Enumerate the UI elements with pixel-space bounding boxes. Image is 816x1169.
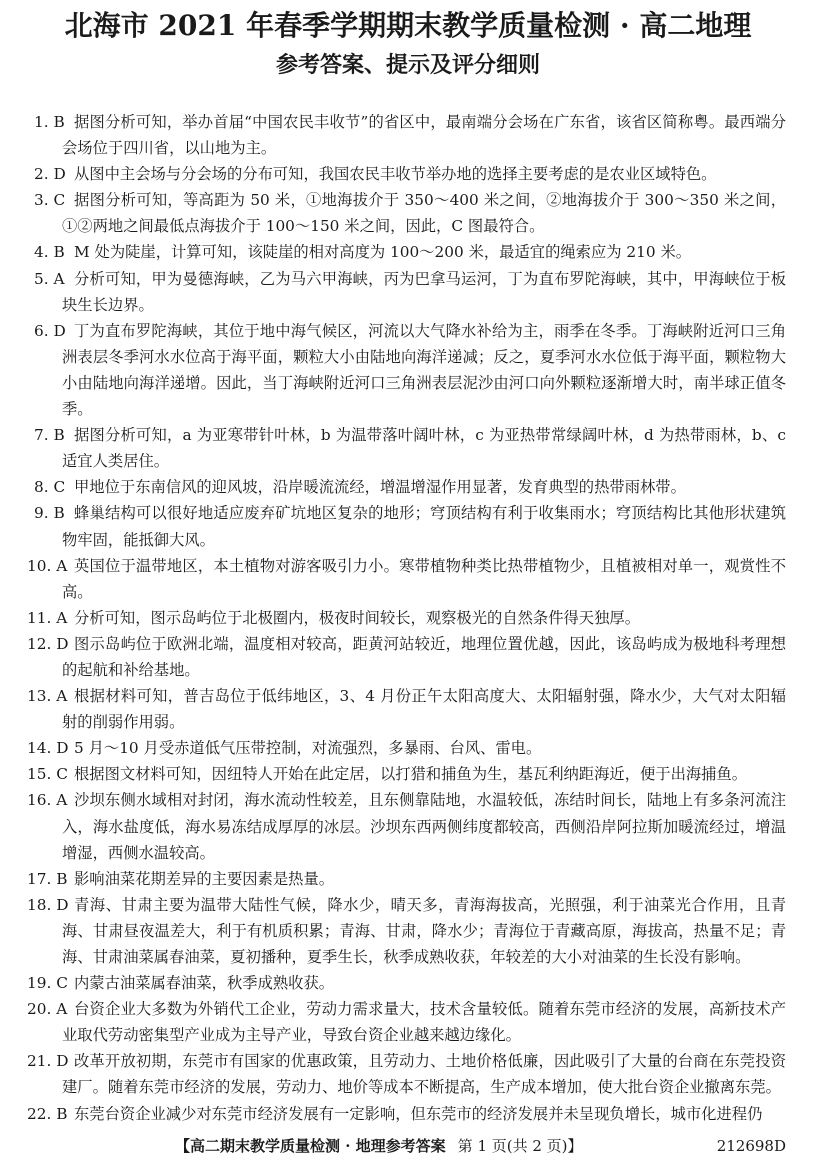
answer-item: [34, 500, 786, 552]
answer-number: 8. C: [34, 478, 66, 497]
answer-item: [34, 239, 786, 265]
answer-number: 10. A: [27, 556, 68, 575]
answer-item: [27, 683, 786, 735]
answer-item: [34, 318, 786, 422]
answer-item: [34, 422, 786, 474]
answer-item: [27, 787, 786, 865]
answer-item: [27, 1048, 786, 1100]
answer-explanation: 据图分析可知，等高距为 50 米，①地海拔介于 350～400 米之间，②地海拔介于 300～350 米之间，①②两地之间最低点海拔介于 100～150 米之间，因此，C 图最符合。: [62, 191, 786, 236]
answer-number: 19. C: [27, 974, 68, 993]
answer-item: [27, 892, 786, 970]
answer-number: 14. D: [27, 739, 69, 758]
answer-item: [27, 553, 786, 605]
answer-item: [27, 761, 786, 787]
answer-explanation: 根据图文材料可知，因纽特人开始在此定居，以打猎和捕鱼为生，基瓦利纳距海近，便于出海捕鱼。: [74, 765, 748, 784]
answer-item: [34, 474, 786, 500]
answer-number: 12. D: [27, 634, 69, 653]
answer-number: 21. D: [27, 1052, 69, 1071]
answer-number: 15. C: [27, 765, 68, 784]
answer-explanation: 根据材料可知，普吉岛位于低纬地区，3、4 月份正午太阳高度大、太阳辐射强，降水少，大气对太阳辐射的削弱作用弱。: [62, 687, 786, 732]
answer-explanation: 沙坝东侧水域相对封闭，海水流动性较差，且东侧靠陆地，水温较低，冻结时间长，陆地上有多条河流注入，海水盐度低，海水易冻结成厚厚的冰层。沙坝东西两侧纬度都较高，西侧沿岸阿拉斯加暖流经过，增温增湿，西侧水温较高。: [62, 791, 786, 862]
answer-item: [27, 970, 786, 996]
answer-explanation: 蜂巢结构可以很好地适应废弃矿坑地区复杂的地形；穹顶结构有利于收集雨水；穹顶结构比其他形状建筑物牢固，能抵御大风。: [62, 504, 786, 549]
answer-number: 17. B: [27, 869, 68, 888]
page-subtitle: 参考答案、提示及评分细则: [275, 52, 540, 78]
answer-item: [27, 1101, 786, 1127]
answer-number: 3. C: [34, 191, 66, 210]
answer-number: 5. A: [34, 269, 65, 288]
answer-explanation: 东莞台资企业减少对东莞市经济发展有一定影响，但东莞市的经济发展并未呈现负增长，城市化进程仍: [74, 1104, 763, 1123]
answer-number: 7. B: [34, 426, 65, 445]
answer-explanation: 内蒙古油菜属春油菜，秋季成熟收获。: [74, 974, 335, 993]
answer-explanation: 改革开放初期，东莞市有国家的优惠政策，且劳动力、土地价格低廉，因此吸引了大量的台商在东莞投资建厂。随着东莞市经济的发展，劳动力、地价等成本不断提高，生产成本增加，使大批台资企业撤离东莞。: [62, 1052, 786, 1097]
answer-explanation: 青海、甘肃主要为温带大陆性气候，降水少，晴天多，青海海拔高，光照强，利于油菜光合作用，且青海、甘肃昼夜温差大，利于有机质积累；青海、甘肃，降水少；青海位于青藏高原，海拔高，热量不足；青海、甘肃油菜属春油菜，夏初播种，夏季生长，秋季成熟收获，年较差的大小对油菜的生长没有影响。: [62, 895, 786, 966]
answer-explanation: 据图分析可知，举办首届“中国农民丰收节”的省区中，最南端分会场在广东省，该省区简称粤。最西端分会场位于四川省，以山地为主。: [62, 113, 786, 158]
answer-item: [27, 605, 786, 631]
answer-explanation: 据图分析可知，a 为亚寒带针叶林，b 为温带落叶阔叶林，c 为亚热带常绿阔叶林，d 为热带雨林，b、c 适宜人类居住。: [62, 426, 786, 471]
answer-item: [34, 109, 786, 161]
footer-label-group: [175, 1134, 583, 1158]
footer-code: 212698D: [716, 1137, 786, 1155]
answer-explanation: 甲地位于东南信风的迎风坡，沿岸暖流流经，增温增湿作用显著，发育典型的热带雨林带。: [74, 478, 686, 497]
answer-item: [34, 266, 786, 318]
answer-number: 1. B: [34, 113, 65, 131]
answer-item: [27, 735, 786, 761]
answer-number: 9. B: [34, 504, 65, 523]
answer-item: [27, 866, 786, 892]
answer-explanation: 分析可知，甲为曼德海峡，乙为马六甲海峡，丙为巴拿马运河，丁为直布罗陀海峡，其中，甲海峡位于板块生长边界。: [62, 269, 786, 314]
footer-label: 【高二期末教学质量检测 · 地理参考答案: [175, 1137, 446, 1155]
answer-number: 6. D: [34, 321, 66, 340]
answer-number: 22. B: [27, 1104, 68, 1123]
footer-page-number: 第 1 页(共 2 页)】: [457, 1137, 583, 1155]
answer-number: 11. A: [27, 608, 68, 627]
answer-explanation: 丁为直布罗陀海峡，其位于地中海气候区，河流以大气降水补给为主，雨季在冬季。丁海峡附近河口三角洲表层冬季河水水位高于海平面，颗粒大小由陆地向海洋递减；反之，夏季河水水位低于海平面，颗粒物大小由陆地向海洋递增。因此，当丁海峡附近河口三角洲表层泥沙由河口向外颗粒逐渐增大时，南半球正值冬季。: [62, 321, 786, 419]
answer-number: 16. A: [27, 791, 68, 810]
answer-number: 20. A: [27, 1000, 68, 1019]
answer-list: [27, 109, 786, 1127]
answer-explanation: 英国位于温带地区，本土植物对游客吸引力小。寒带植物种类比热带植物少，且植被相对单一，观赏性不高。: [62, 556, 786, 601]
answer-item: [27, 996, 786, 1048]
answer-item: [27, 631, 786, 683]
answer-explanation: 从图中主会场与分会场的分布可知，我国农民丰收节举办地的选择主要考虑的是农业区域特色。: [74, 165, 717, 184]
answer-explanation: 台资企业大多数为外销代工企业，劳动力需求量大，技术含量较低。随着东莞市经济的发展，高新技术产业取代劳动密集型产业成为主导产业，导致台资企业越来越边缘化。: [62, 1000, 786, 1045]
answer-explanation: 分析可知，图示岛屿位于北极圈内，极夜时间较长，观察极光的自然条件得天独厚。: [74, 608, 640, 627]
answer-explanation: M 处为陡崖，计算可知，该陡崖的相对高度为 100～200 米，最适宜的绳索应为 210 米。: [74, 243, 692, 262]
page-footer: [0, 1134, 816, 1158]
answer-explanation: 影响油菜花期差异的主要因素是热量。: [74, 869, 335, 888]
answer-item: [34, 161, 786, 187]
answer-number: 18. D: [27, 895, 69, 914]
answer-item: [34, 187, 786, 239]
answer-number: 2. D: [34, 165, 66, 184]
answer-explanation: 图示岛屿位于欧洲北端，温度相对较高，距黄河站较近，地理位置优越，因此，该岛屿成为极地科考理想的起航和补给基地。: [62, 634, 786, 679]
answer-number: 4. B: [34, 243, 65, 262]
answer-explanation: 5 月～10 月受赤道低气压带控制，对流强烈，多暴雨、台风、雷电。: [74, 739, 542, 758]
answer-number: 13. A: [27, 687, 68, 706]
page-title: 北海市 2021 年春季学期期末教学质量检测 · 高二地理: [64, 9, 752, 42]
